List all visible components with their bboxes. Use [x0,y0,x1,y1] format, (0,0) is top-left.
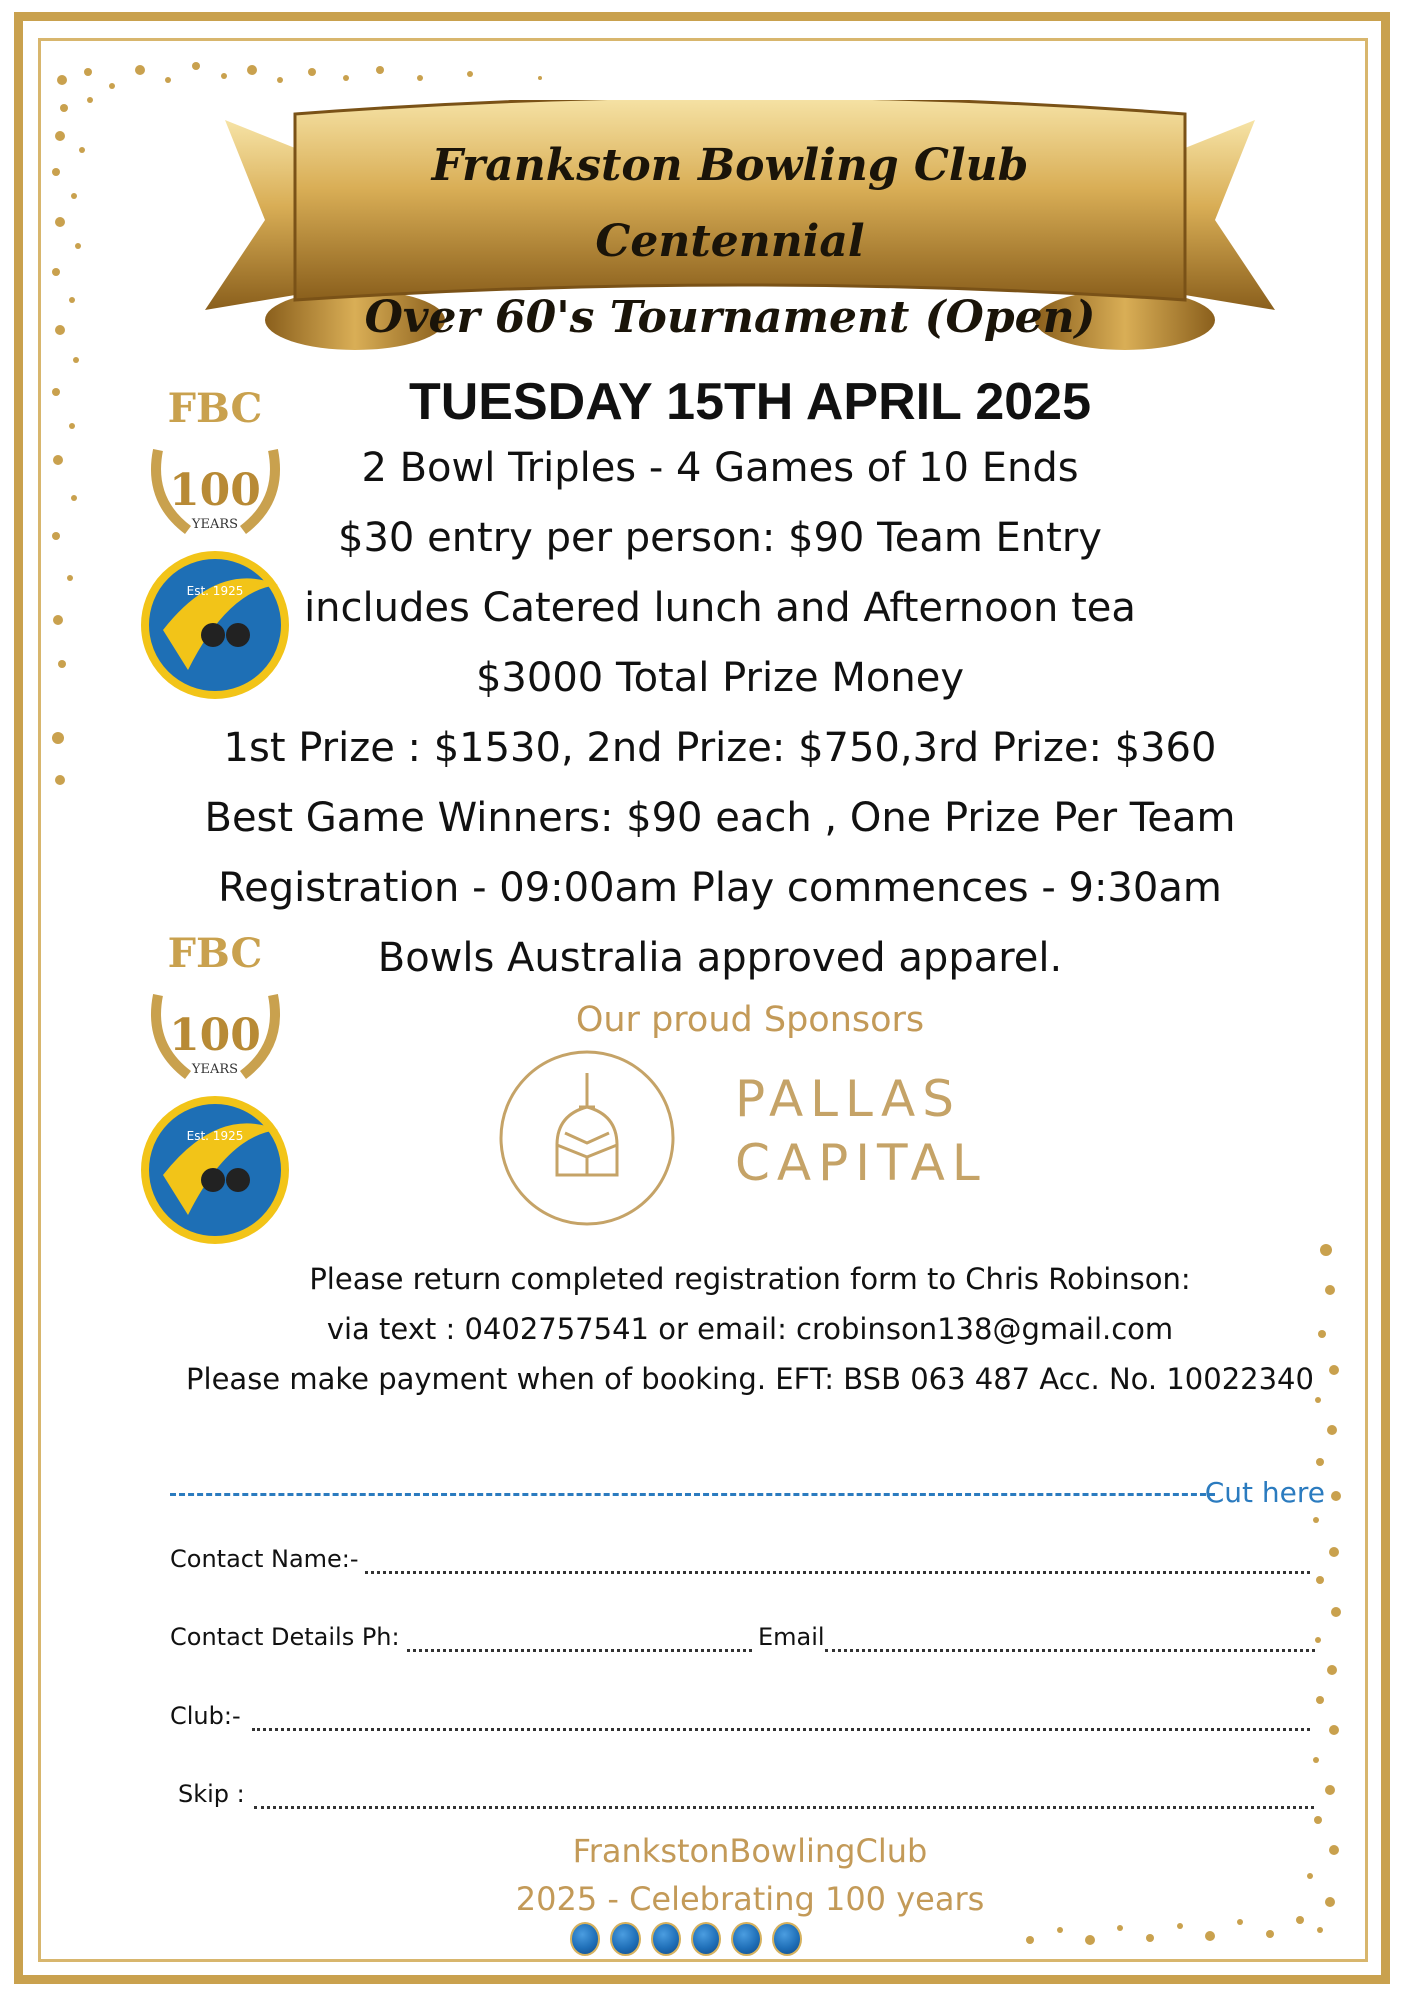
payment-details: Please make payment when of booking. EFT: BSB 063 487 Acc. No. 10022340 [186,1362,1314,1396]
bowls-row [570,1922,802,1962]
contact-methods: via text : 0402757541 or email: crobinson138@gmail.com [326,1312,1174,1346]
centenary-word: YEARS [191,1062,239,1077]
email-label: Email [758,1623,825,1651]
best-game-winners: Best Game Winners: $90 each , One Prize Per Team [204,795,1236,841]
banner-title [300,128,1160,356]
skip-blank[interactable] [254,1806,1314,1809]
footer-club-name: FrankstonBowlingClub [572,1832,928,1870]
contact-name-blank[interactable] [365,1571,1310,1574]
dashed-cut-line [170,1493,1215,1496]
bowl-icon [570,1922,600,1956]
entry-fee: $30 entry per person: $90 Team Entry [338,515,1102,561]
event-date: TUESDAY 15TH APRIL 2025 [408,373,1092,431]
club-label: Club:- [170,1702,241,1730]
centenary-number: 100 [169,1010,261,1061]
bowl-icon [772,1922,802,1956]
centenary-number: 100 [169,465,261,516]
return-instructions: Please return completed registration form to Chris Robinson: [309,1262,1191,1296]
registration-times: Registration - 09:00am Play commences - 9:30am [218,865,1222,911]
contact-name-label: Contact Name:- [170,1545,359,1573]
club-field[interactable] [170,1702,1320,1738]
est-label: Est. 1925 [186,1129,244,1143]
email-blank[interactable] [825,1649,1315,1652]
contact-phone-blank[interactable] [407,1649,752,1652]
footer-celebration: 2025 - Celebrating 100 years [515,1880,985,1918]
catering-info: includes Catered lunch and Afternoon tea [304,585,1136,631]
bowl-icon [610,1922,640,1956]
contact-details-field[interactable] [170,1623,1320,1659]
bowl-icon [731,1922,761,1956]
sponsors-title: Our proud Sponsors [575,1000,925,1040]
cut-here-label: Cut here [1204,1476,1325,1509]
fbc-monogram: FBC [167,930,263,977]
event-format: 2 Bowl Triples - 4 Games of 10 Ends [361,445,1079,491]
banner-title-line1: Frankston Bowling Club Centennial [431,140,1029,267]
bowl-icon [691,1922,721,1956]
sponsor-name-line2: CAPITAL [735,1134,987,1192]
contact-name-field[interactable] [170,1545,1320,1581]
total-prize-money: $3000 Total Prize Money [475,655,964,701]
est-label: Est. 1925 [186,584,244,598]
centenary-word: YEARS [191,517,239,532]
fbc-monogram: FBC [167,385,263,432]
skip-label: Skip : [178,1780,245,1808]
contact-phone-label: Contact Details Ph: [170,1623,400,1651]
club-blank[interactable] [252,1728,1310,1731]
apparel-note: Bowls Australia approved apparel. [377,935,1063,981]
banner-title-line2: Over 60's Tournament (Open) [364,292,1096,343]
skip-field[interactable] [170,1780,1320,1816]
sponsor-name-line1: PALLAS [735,1070,961,1128]
bowl-icon [651,1922,681,1956]
cut-line [170,1476,1325,1509]
prize-breakdown: 1st Prize : $1530, 2nd Prize: $750,3rd Prize: $360 [223,725,1217,771]
